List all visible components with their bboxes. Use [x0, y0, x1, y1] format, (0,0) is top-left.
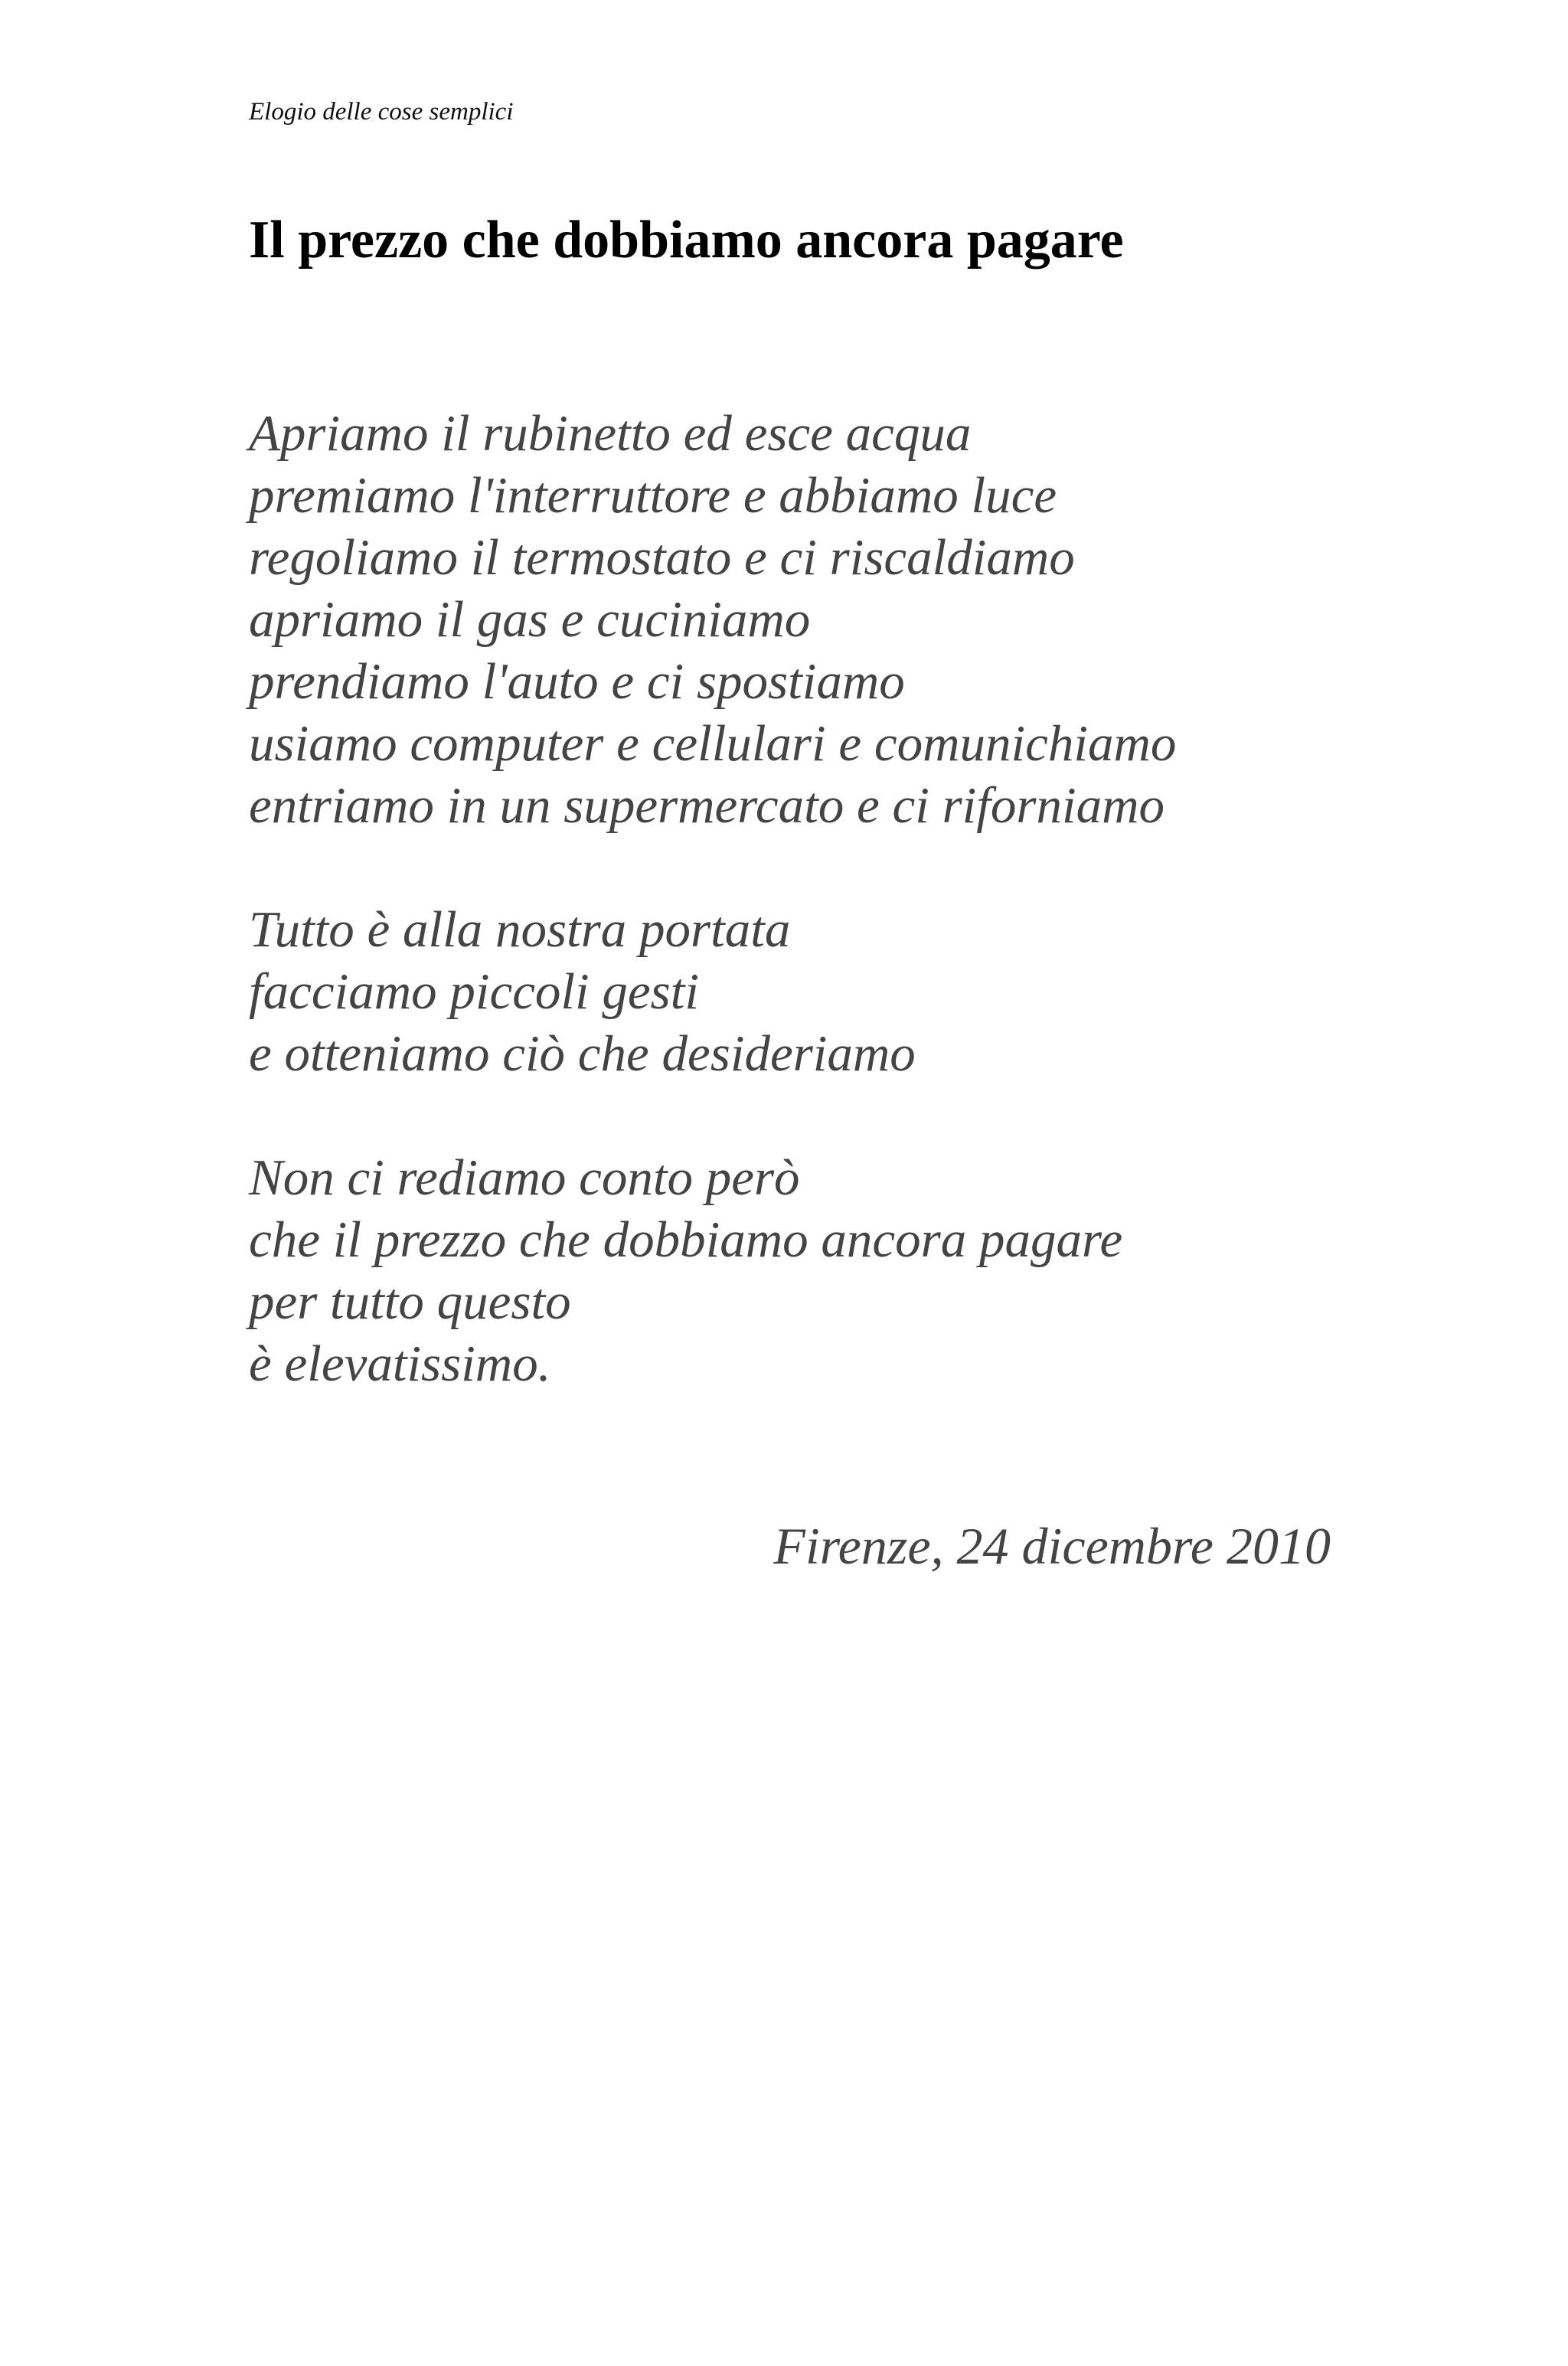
- verse-line: è elevatissimo.: [249, 1335, 551, 1392]
- verse-line: facciamo piccoli gesti: [249, 963, 699, 1020]
- verse-line: regoliamo il termostato e ci riscaldiamo: [249, 529, 1075, 586]
- collection-title: Elogio delle cose semplici: [249, 98, 514, 126]
- stanza-2: [249, 899, 1512, 1085]
- verse-line: e otteniamo ciò che desideriamo: [249, 1025, 916, 1082]
- verse-line: usiamo computer e cellulari e comunichiamo: [249, 715, 1177, 772]
- verse-line: che il prezzo che dobbiamo ancora pagare: [249, 1211, 1123, 1268]
- stanza-1: [249, 403, 1512, 837]
- verse-line: apriamo il gas e cuciniamo: [249, 591, 811, 648]
- verse-line: entriamo in un supermercato e ci riforniamo: [249, 777, 1165, 834]
- stanza-3: [249, 1147, 1512, 1395]
- verse-line: per tutto questo: [249, 1273, 571, 1330]
- verse-line: Tutto è alla nostra portata: [249, 901, 791, 958]
- place-date-signature: Firenze, 24 dicembre 2010: [773, 1517, 1331, 1575]
- verse-line: Apriamo il rubinetto ed esce acqua: [249, 405, 972, 462]
- verse-line: Non ci rediamo conto però: [249, 1149, 800, 1206]
- verse-line: premiamo l'interruttore e abbiamo luce: [249, 467, 1057, 524]
- poem-body: [249, 403, 1512, 1395]
- poem-title: Il prezzo che dobbiamo ancora pagare: [249, 211, 1124, 270]
- verse-line: prendiamo l'auto e ci spostiamo: [249, 653, 905, 710]
